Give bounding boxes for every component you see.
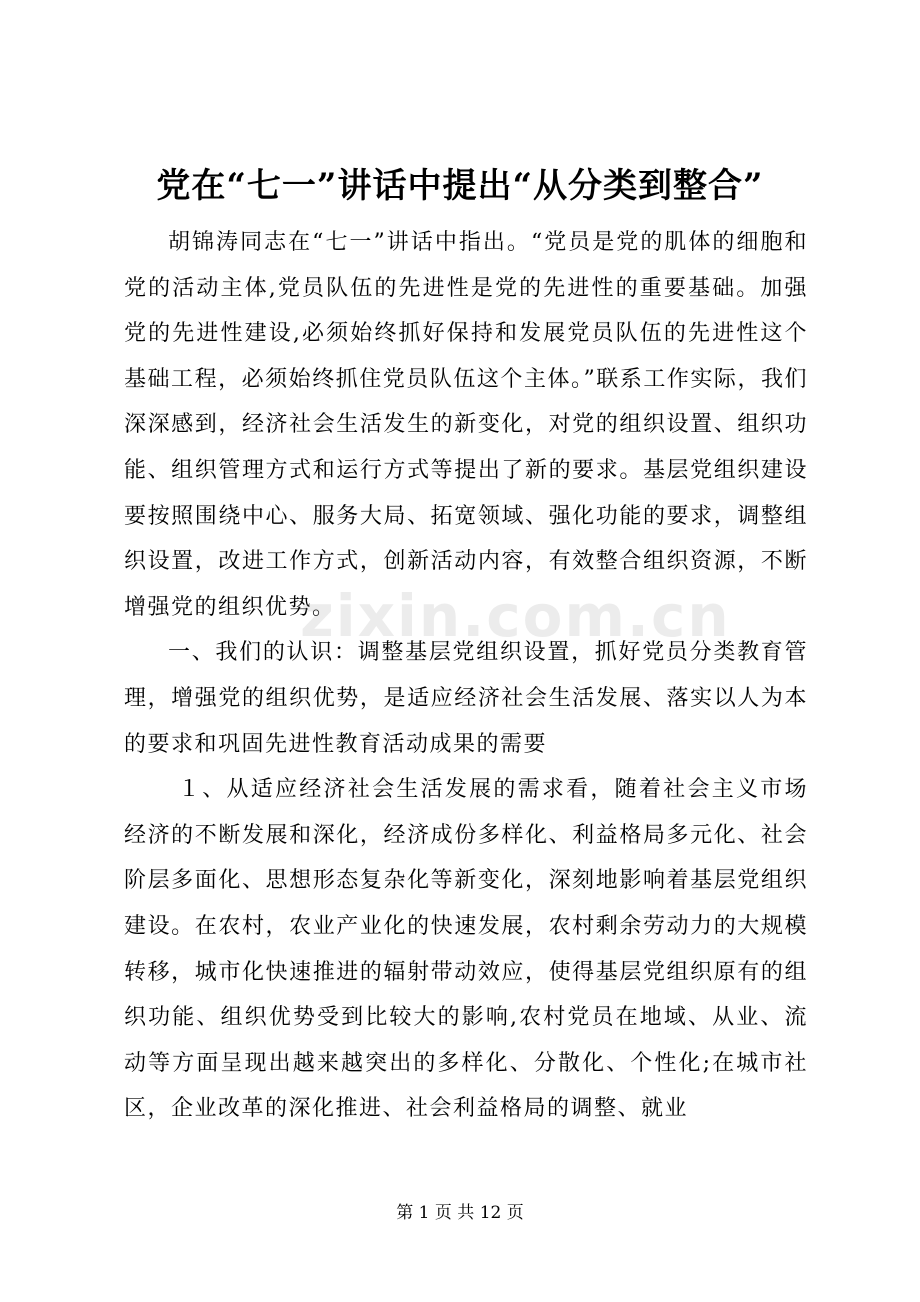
watermark: zixin.com.cn <box>300 582 731 650</box>
paragraph-intro: 胡锦涛同志在“七一”讲话中指出。“党员是党的肌体的细胞和党的活动主体,党员队伍的先进性是党的先进性的重要基础。加强党的先进性建设,必须始终抓好保持和发展党员队伍的先进性这个基础工程，必须始终抓住党员队伍这个主体。”联系工作实际，我们深深感到，经济社会生活发生的新变化，对党的组织设置、组织功能、组织管理方式和运行方式等提出了新的要求。基层党组织建设要按照围绕中心、服务大局、拓宽领域、强化功能的要求，调整组织设置，改进工作方式，创新活动内容，有效整合组织资源，不断增强党的组织优势。 <box>124 230 808 620</box>
paragraph-section-one: 一、我们的认识：调整基层党组织设置，抓好党员分类教育管理，增强党的组织优势，是适应经济社会生活发展、落实以人为本的要求和巩固先进性教育活动成果的需要 <box>124 640 808 757</box>
page-footer: 第 1 页 共 12 页 <box>396 1203 524 1223</box>
document-title: 党在“七一”讲话中提出“从分类到整合” <box>156 166 764 206</box>
document-body <box>124 220 808 1132</box>
paragraph-point-one: １、从适应经济社会生活发展的需求看，随着社会主义市场经济的不断发展和深化，经济成份多样化、利益格局多元化、社会阶层多面化、思想形态复杂化等新变化，深刻地影响着基层党组织建设。在农村，农业产业化的快速发展，农村剩余劳动力的大规模转移，城市化快速推进的辐射带动效应，使得基层党组织原有的组织功能、组织优势受到比较大的影响,农村党员在地域、从业、流动等方面呈现出越来越突出的多样化、分散化、个性化;在城市社区，企业改革的深化推进、社会利益格局的调整、就业 <box>124 777 808 1122</box>
